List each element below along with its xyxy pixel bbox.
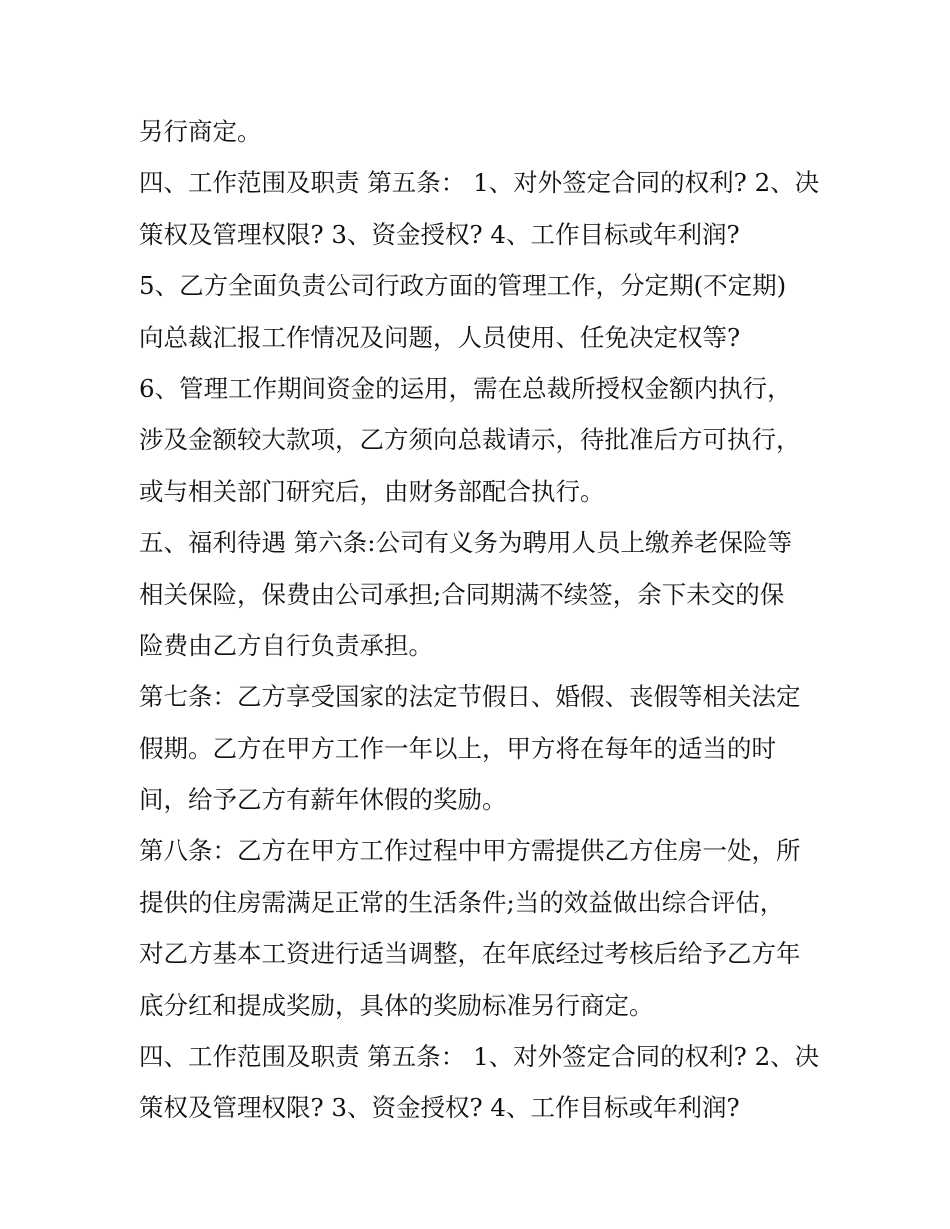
text-line: 5、乙方全面负责公司行政方面的管理工作，分定期(不定期) bbox=[139, 271, 787, 301]
text-line: 间，给予乙方有薪年休假的奖励。 bbox=[139, 785, 507, 815]
contract-text bbox=[139, 106, 819, 1134]
text-line: 提供的住房需满足正常的生活条件;当的效益做出综合评估， bbox=[139, 887, 785, 917]
text-line: 或与相关部门研究后，由财务部配合执行。 bbox=[139, 476, 605, 506]
text-line: 涉及金额较大款项，乙方须向总裁请示，待批准后方可执行， bbox=[139, 425, 801, 455]
text-line: 向总裁汇报工作情况及问题，人员使用、任免决定权等? bbox=[139, 322, 741, 352]
text-line: 策权及管理权限? 3、资金授权? 4、工作目标或年利润? bbox=[139, 1093, 740, 1123]
text-line: 第八条：乙方在甲方工作过程中甲方需提供乙方住房一处，所 bbox=[139, 836, 801, 866]
text-line: 对乙方基本工资进行适当调整，在年底经过考核后给予乙方年 bbox=[139, 939, 801, 969]
text-line: 策权及管理权限? 3、资金授权? 4、工作目标或年利润? bbox=[139, 219, 740, 249]
text-line: 第七条：乙方享受国家的法定节假日、婚假、丧假等相关法定 bbox=[139, 682, 801, 712]
text-line: 6、管理工作期间资金的运用，需在总裁所授权金额内执行， bbox=[139, 373, 792, 403]
text-line: 四、工作范围及职责 第五条： 1、对外签定合同的权利? 2、决 bbox=[139, 168, 820, 198]
text-line: 五、福利待遇 第六条:公司有义务为聘用人员上缴养老保险等 bbox=[139, 528, 793, 558]
text-line: 险费由乙方自行负责承担。 bbox=[139, 630, 433, 660]
text-line: 四、工作范围及职责 第五条： 1、对外签定合同的权利? 2、决 bbox=[139, 1042, 820, 1072]
text-line: 底分红和提成奖励，具体的奖励标准另行商定。 bbox=[139, 990, 654, 1020]
text-line: 相关保险，保费由公司承担;合同期满不续签，余下未交的保 bbox=[139, 579, 785, 609]
text-line: 假期。乙方在甲方工作一年以上，甲方将在每年的适当的时 bbox=[139, 733, 776, 763]
text-line: 另行商定。 bbox=[139, 117, 262, 146]
